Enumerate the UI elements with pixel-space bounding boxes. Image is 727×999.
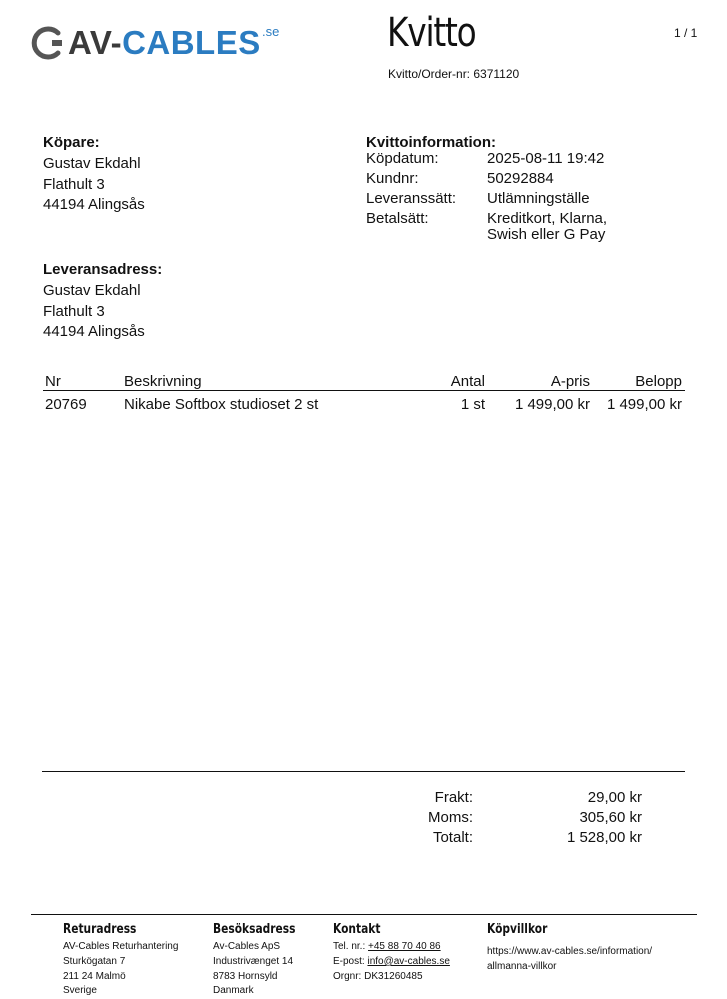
- items-table: [43, 373, 685, 413]
- item-amount: 1 499,00 kr: [606, 396, 682, 413]
- return-line: Sverige: [63, 985, 97, 997]
- purchase-date-value: 2025-08-11 19:42: [487, 150, 605, 167]
- item-description: Nikabe Softbox studioset 2 st: [124, 396, 319, 413]
- email-label: E-post:: [333, 955, 365, 967]
- footer-visit-address: [213, 922, 314, 999]
- customer-number-value: 50292884: [487, 170, 554, 187]
- payment-method-label: Betalsätt:: [366, 210, 429, 227]
- receipt-info-heading: Kvittoinformation:: [366, 134, 496, 151]
- logo-tld: .se: [262, 24, 280, 39]
- phone-link[interactable]: +45 88 70 40 86: [368, 941, 441, 952]
- purchase-date-label: Köpdatum:: [366, 150, 439, 167]
- receipt-info-row: [366, 151, 627, 171]
- buyer-block: [43, 134, 145, 216]
- return-line: AV-Cables Returhantering: [63, 941, 179, 952]
- buyer-street: Flathult 3: [43, 175, 105, 193]
- delivery-heading: Leveransadress:: [43, 261, 163, 278]
- document-title: Kvitto: [387, 10, 476, 56]
- vat-value: 305,60 kr: [579, 809, 642, 826]
- logo-cable-icon: [30, 25, 64, 61]
- visit-line: 8783 Hornsyld: [213, 970, 278, 982]
- visit-heading: Besöksadress: [213, 922, 296, 937]
- table-row: [43, 396, 685, 413]
- col-header-description: Beskrivning: [124, 373, 202, 390]
- items-header-row: [43, 373, 685, 391]
- order-number-label: Kvitto/Order-nr:: [388, 67, 471, 81]
- total-value: 1 528,00 kr: [566, 829, 642, 846]
- buyer-postal-city: 44194 Alingsås: [43, 196, 145, 213]
- totals-block: [380, 789, 642, 849]
- total-row: [380, 829, 642, 849]
- shipping-label: Frakt:: [434, 789, 473, 806]
- order-number-line: [388, 67, 519, 81]
- contact-heading: Kontakt: [333, 922, 381, 937]
- terms-url[interactable]: https://www.av-cables.se/information/: [487, 946, 653, 957]
- buyer-heading: Köpare:: [43, 134, 100, 151]
- email-link[interactable]: info@av-cables.se: [367, 955, 450, 967]
- vat-label: Moms:: [428, 809, 473, 826]
- item-quantity: 1 st: [460, 396, 485, 413]
- company-logo: [30, 22, 290, 64]
- receipt-info-table: [366, 151, 627, 247]
- col-header-quantity: Antal: [450, 373, 485, 390]
- return-line: Sturkögatan 7: [63, 955, 126, 967]
- item-number: 20769: [45, 396, 87, 413]
- vat-row: [380, 809, 642, 829]
- delivery-method-value: Utlämningställe: [487, 190, 590, 207]
- return-heading: Returadress: [63, 922, 137, 937]
- shipping-row: [380, 789, 642, 809]
- return-line: 211 24 Malmö: [63, 970, 126, 982]
- terms-url-cont[interactable]: allmanna-villkor: [487, 960, 557, 972]
- customer-number-label: Kundnr:: [366, 170, 419, 187]
- receipt-info-row: [366, 171, 627, 191]
- footer-terms: [487, 922, 652, 975]
- visit-line: Danmark: [213, 985, 254, 997]
- item-unit-price: 1 499,00 kr: [514, 396, 590, 413]
- receipt-info-row: [366, 211, 627, 247]
- footer-divider: [31, 914, 697, 915]
- payment-method-value: Kreditkort, Klarna, Swish eller G Pay: [487, 210, 608, 243]
- terms-heading: Köpvillkor: [487, 922, 548, 937]
- org-number: Orgnr: DK31260485: [333, 970, 423, 982]
- col-header-unit-price: A-pris: [550, 373, 590, 390]
- totals-divider: [42, 771, 685, 772]
- page-number: 1 / 1: [674, 26, 698, 40]
- delivery-street: Flathult 3: [43, 302, 105, 320]
- email-line: [333, 955, 450, 970]
- phone-label: Tel. nr.:: [333, 941, 366, 952]
- logo-text: AV-CABLES: [68, 24, 261, 61]
- receipt-info-block: [366, 134, 666, 247]
- delivery-postal-city: 44194 Alingsås: [43, 323, 145, 340]
- footer-return-address: [63, 922, 178, 999]
- phone-line: [333, 940, 450, 955]
- buyer-name: Gustav Ekdahl: [43, 155, 141, 172]
- footer-contact: [333, 922, 450, 984]
- col-header-nr: Nr: [45, 373, 61, 390]
- order-number: 6371120: [473, 67, 520, 81]
- col-header-amount: Belopp: [635, 373, 682, 390]
- receipt-info-row: [366, 191, 627, 211]
- total-label: Totalt:: [432, 829, 473, 846]
- visit-line: Av-Cables ApS: [213, 941, 281, 952]
- shipping-value: 29,00 kr: [587, 789, 642, 806]
- visit-line: Industrivænget 14: [213, 955, 294, 967]
- delivery-name: Gustav Ekdahl: [43, 282, 141, 299]
- delivery-method-label: Leveranssätt:: [366, 190, 457, 207]
- delivery-address-block: [43, 261, 162, 343]
